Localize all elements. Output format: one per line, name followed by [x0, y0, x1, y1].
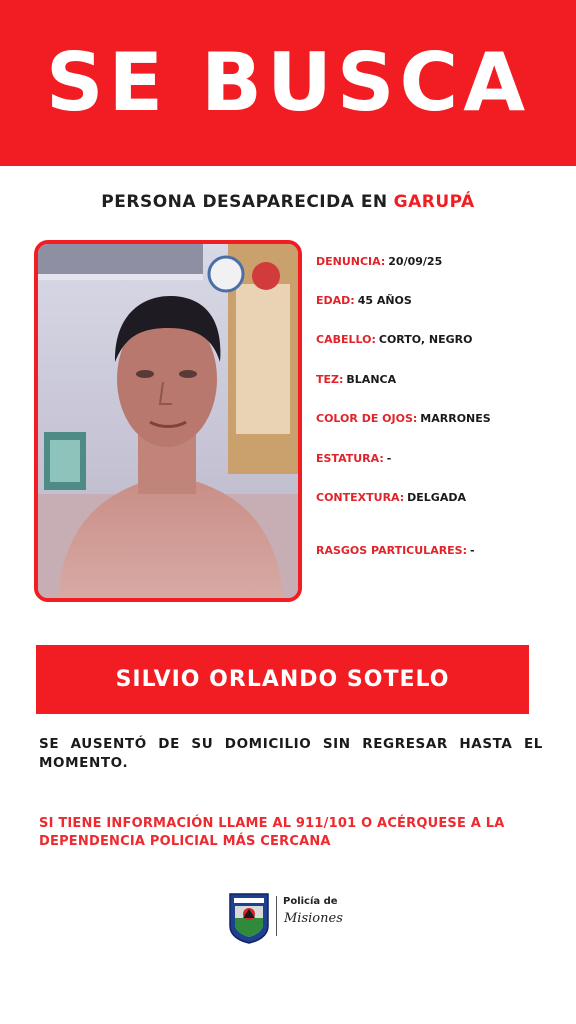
detail-value: 45 AÑOS	[357, 294, 412, 307]
detail-tez	[316, 373, 396, 386]
logo-text-bottom: Misiones	[284, 911, 343, 926]
header-banner	[0, 0, 576, 166]
detail-cabello	[316, 333, 472, 346]
detail-rasgos	[316, 544, 475, 557]
detail-label: EDAD:	[316, 294, 355, 307]
person-name: SILVIO ORLANDO SOTELO	[115, 667, 450, 692]
police-shield-icon	[228, 892, 270, 944]
detail-label: CABELLO:	[316, 333, 376, 346]
police-logo	[228, 890, 358, 946]
subtitle-text: PERSONA DESAPARECIDA EN	[101, 192, 388, 212]
detail-estatura	[316, 452, 391, 465]
detail-value: -	[470, 544, 475, 557]
logo-divider	[276, 896, 277, 936]
detail-value: DELGADA	[407, 491, 466, 504]
detail-label: DENUNCIA:	[316, 255, 386, 268]
detail-value: CORTO, NEGRO	[378, 333, 473, 346]
absence-notice: SE AUSENTÓ DE SU DOMICILIO SIN REGRESAR HASTA EL MOMENTO.	[39, 736, 543, 771]
detail-label: COLOR DE OJOS:	[316, 412, 418, 425]
page-title: SE BUSCA	[45, 36, 531, 129]
detail-label: TEZ:	[316, 373, 344, 386]
detail-edad	[316, 294, 412, 307]
detail-contextura	[316, 491, 466, 504]
logo-text-top: Policía de	[283, 896, 338, 907]
contact-notice	[39, 815, 539, 851]
person-photo	[34, 240, 302, 602]
detail-label: ESTATURA:	[316, 452, 384, 465]
detail-denuncia	[316, 255, 442, 268]
detail-label: CONTEXTURA:	[316, 491, 405, 504]
detail-label: RASGOS PARTICULARES:	[316, 544, 468, 557]
missing-location-subtitle	[0, 192, 576, 212]
detail-value: -	[386, 452, 392, 465]
detail-value: 20/09/25	[388, 255, 443, 268]
contact-line-1: SI TIENE INFORMACIÓN LLAME AL 911/101 O ACÉRQUESE A LA	[39, 816, 505, 831]
subtitle-place: GARUPÁ	[393, 192, 475, 212]
detail-value: BLANCA	[346, 373, 397, 386]
contact-line-2: DEPENDENCIA POLICIAL MÁS CERCANA	[39, 834, 331, 849]
detail-value: MARRONES	[420, 412, 491, 425]
detail-color-ojos	[316, 412, 491, 425]
person-photo-image	[38, 244, 298, 598]
person-name-banner	[36, 645, 529, 714]
